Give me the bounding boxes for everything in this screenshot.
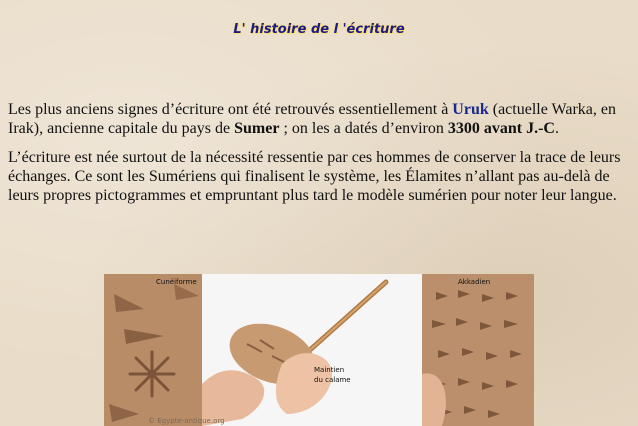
stylus-hands-image bbox=[202, 274, 422, 426]
cuneiform-tablet-image bbox=[104, 274, 202, 426]
paragraph-1-part-3: ; on les a datés d’environ bbox=[279, 120, 448, 137]
akkadian-tablet-image bbox=[422, 274, 534, 426]
paragraph-1-part-1: Les plus anciens signes d’écriture ont été retrouvés essentiellement à bbox=[8, 101, 453, 118]
caption-cuneiform: Cunéiforme bbox=[156, 278, 197, 286]
keyword-uruk: Uruk bbox=[452, 101, 489, 118]
keyword-date: 3300 avant J.-C bbox=[447, 120, 555, 137]
page-title: L' histoire de l 'écriture bbox=[233, 22, 405, 37]
caption-akkadian: Akkadien bbox=[458, 278, 491, 286]
photo-strip bbox=[0, 274, 638, 426]
keyword-sumer: Sumer bbox=[234, 120, 280, 137]
hands-stylus-icon bbox=[202, 274, 422, 426]
paragraph-2: L’écriture est née surtout de la nécessité ressentie par ces hommes de conserver la trace de leurs échanges. Ce sont les Sumériens qui finalisent le système, les Élamites n’allant pas au-delà de leurs propres pictogrammes et empruntant plus tard le modèle sumérien pour noter leur langue. bbox=[8, 149, 621, 204]
paragraph-1-part-2: (actuelle Warka, en Irak), ancienne capitale du pays de bbox=[8, 101, 616, 137]
text-block bbox=[8, 100, 633, 215]
caption-stylus-line-1: Maintien bbox=[314, 366, 345, 374]
watermark: © Egypte-antique.org bbox=[148, 417, 225, 425]
paragraph-1 bbox=[8, 100, 633, 138]
akkadian-tablet-icon bbox=[422, 274, 534, 426]
caption-stylus-line-2: du calame bbox=[314, 376, 351, 384]
cuneiform-tablet-icon bbox=[104, 274, 202, 426]
paragraph-1-part-4: . bbox=[554, 120, 559, 137]
